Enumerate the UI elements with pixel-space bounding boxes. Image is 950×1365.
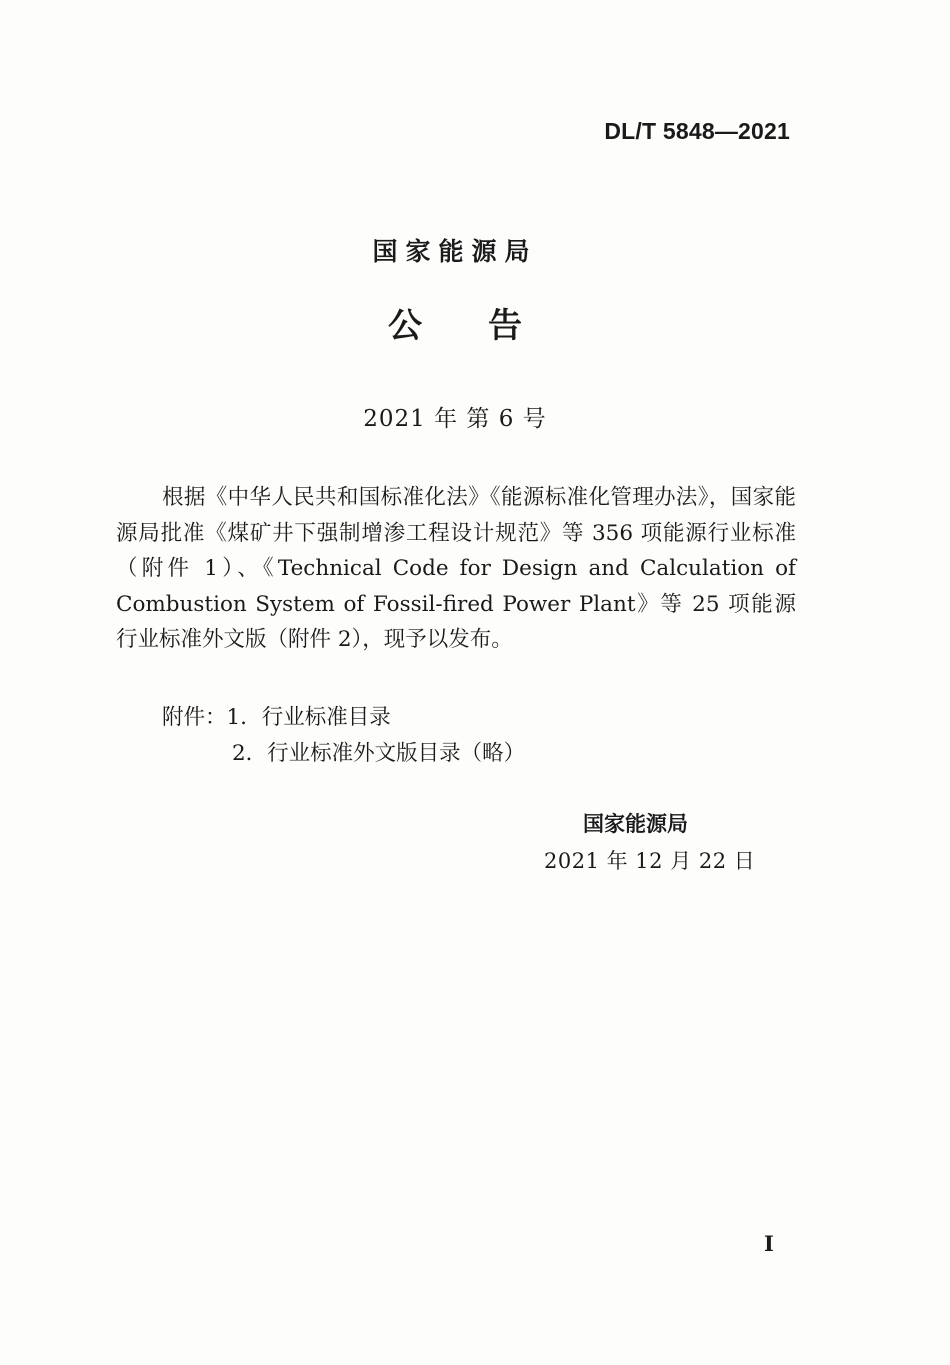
standard-number: DL/T 5848—2021: [604, 118, 790, 144]
attachment-list: [162, 700, 525, 772]
attachment-item: 1．行业标准目录: [226, 705, 391, 730]
signature-date: 2021 年 12 月 22 日: [544, 849, 756, 873]
attachment-row-1: [162, 700, 525, 736]
notice-issuer: 国家能源局: [372, 237, 538, 266]
attachment-item: 2．行业标准外文版目录（略）: [232, 741, 526, 766]
notice-title-char-2: 告: [488, 306, 522, 346]
notice-body-paragraph: 根据《中华人民共和国标准化法》《能源标准化管理办法》，国家能源局批准《煤矿井下强制增渗工程设计规范》等 356 项能源行业标准（附件 1）、《Technical Code for Design and Calculation of Combustion System of Fossil-fired Power Plant》等 25 项能源行业标准外文版（附件 2），现予以发布。: [116, 485, 796, 653]
page-number: I: [764, 1231, 774, 1256]
attachment-row-2: [162, 736, 525, 772]
notice-title-char-1: 公: [388, 306, 422, 346]
notice-number: 2021 年 第 6 号: [363, 406, 547, 432]
signature-issuer: 国家能源局: [583, 812, 688, 836]
attachment-label: 附件：: [162, 705, 227, 730]
notice-title: [0, 298, 910, 347]
